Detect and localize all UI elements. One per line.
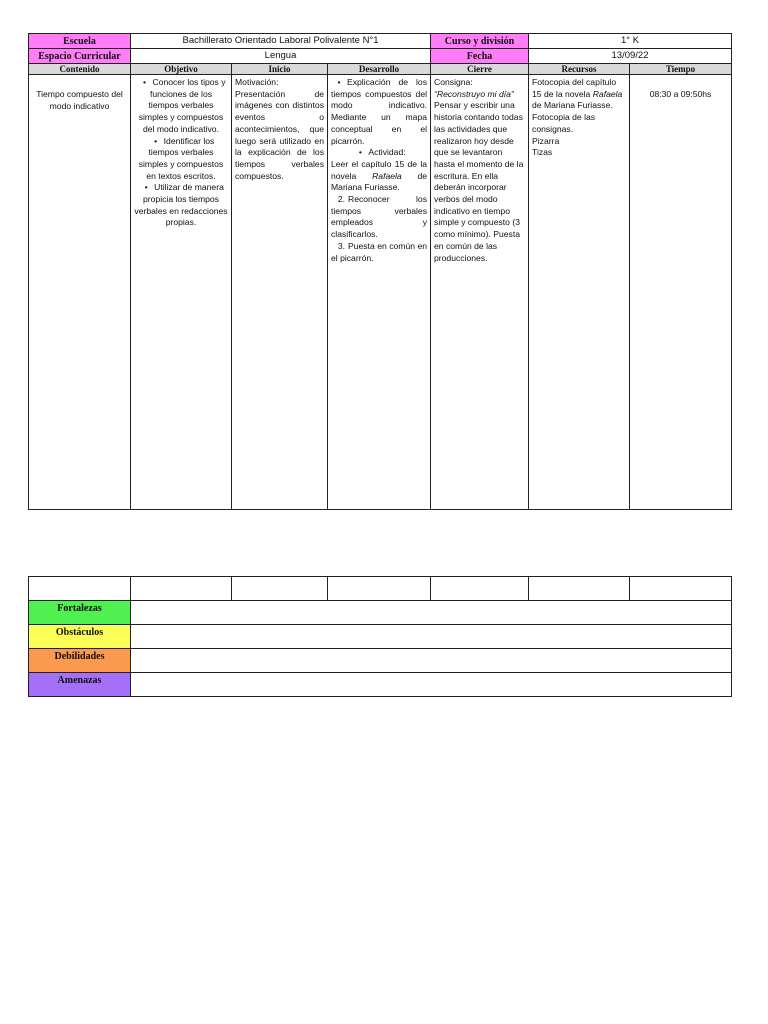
desarrollo-item-3: 3. Puesta en común en el picarrón. <box>331 240 428 263</box>
debilidades-label: Debilidades <box>29 649 131 673</box>
column-header-cierre: Cierre <box>431 64 529 75</box>
amenazas-label: Amenazas <box>29 673 131 697</box>
recurso-item: Fotocopia de las consignas. <box>532 112 596 134</box>
analysis-empty-cell <box>529 577 630 601</box>
desarrollo-item-1: Leer el capítulo 15 de la novela Rafaela de Mariana Furiasse. <box>331 158 428 193</box>
inicio-text: Motivación: Presentación de imágenes con distintos eventos o acontecimientos, que luego será utilizado en la explicación de los tiempos verbales compuestos. <box>235 77 324 181</box>
column-header-tiempo: Tiempo <box>630 64 732 75</box>
fortalezas-value <box>131 601 732 625</box>
objetivo-item: • Identificar los tiempos verbales simples y compuestos en textos escritos. <box>134 136 228 183</box>
tiempo-text: 08:30 a 09:50hs <box>649 89 712 99</box>
analysis-table <box>28 576 732 697</box>
objetivo-item: • Utilizar de manera propicia los tiempos verbales en redacciones propias. <box>134 182 228 229</box>
amenazas-value <box>131 673 732 697</box>
debilidades-value <box>131 649 732 673</box>
obstaculos-value <box>131 625 732 649</box>
inicio-cell <box>232 75 328 510</box>
cierre-label: Consigna: <box>434 77 473 87</box>
fecha-value: 13/09/22 <box>529 49 732 64</box>
cierre-cell <box>431 75 529 510</box>
objetivo-cell <box>131 75 232 510</box>
analysis-empty-cell <box>431 577 529 601</box>
desarrollo-bullet-explicacion: • Explicación de los tiempos compuestos del modo indicativo. Mediante un mapa conceptual en el picarrón. <box>331 77 427 147</box>
column-header-contenido: Contenido <box>29 64 131 75</box>
analysis-empty-cell <box>29 577 131 601</box>
column-header-objetivo: Objetivo <box>131 64 232 75</box>
recurso-item: Tizas <box>532 147 553 158</box>
desarrollo-bullet-actividad: • Actividad: <box>331 147 427 159</box>
recurso-item: Pizarra <box>532 135 560 146</box>
cierre-title: “Reconstruyo mi día” <box>434 88 514 99</box>
analysis-empty-cell <box>232 577 328 601</box>
espacio-label: Espacio Curricular <box>29 49 131 64</box>
recurso-item: Fotocopia del capítulo 15 de la novela Rafaela de Mariana Furiasse. <box>532 77 623 111</box>
analysis-empty-cell <box>131 577 232 601</box>
column-header-desarrollo: Desarrollo <box>328 64 431 75</box>
analysis-empty-cell <box>328 577 431 601</box>
lesson-plan-table <box>28 33 732 510</box>
recursos-cell <box>529 75 630 510</box>
desarrollo-cell <box>328 75 431 510</box>
curso-label: Curso y división <box>431 34 529 49</box>
contenido-text: Tiempo compuesto del modo indicativo <box>36 89 123 111</box>
column-header-recursos: Recursos <box>529 64 630 75</box>
tiempo-cell <box>630 75 732 510</box>
fortalezas-label: Fortalezas <box>29 601 131 625</box>
curso-value: 1° K <box>529 34 732 49</box>
desarrollo-item-2: 2. Reconocer los tiempos verbales empleados y clasificarlos. <box>331 194 428 240</box>
analysis-empty-cell <box>630 577 732 601</box>
escuela-label: Escuela <box>29 34 131 49</box>
objetivo-item: • Conocer los tipos y funciones de los tiempos verbales simples y compuestos del modo indicativo. <box>134 77 228 136</box>
escuela-value: Bachillerato Orientado Laboral Polivalente N°1 <box>131 34 431 49</box>
espacio-value: Lengua <box>131 49 431 64</box>
fecha-label: Fecha <box>431 49 529 64</box>
obstaculos-label: Obstáculos <box>29 625 131 649</box>
contenido-cell <box>29 75 131 510</box>
cierre-text: Pensar y escribir una historia contando todas las actividades que realizaron hoy desde que se levantaron hasta el momento de la escritura. En ella deberán incorporar verbos del modo indicativo en tiempo simple y compuesto (3 como mínimo). Puesta en común de las producciones. <box>434 100 524 263</box>
column-header-inicio: Inicio <box>232 64 328 75</box>
